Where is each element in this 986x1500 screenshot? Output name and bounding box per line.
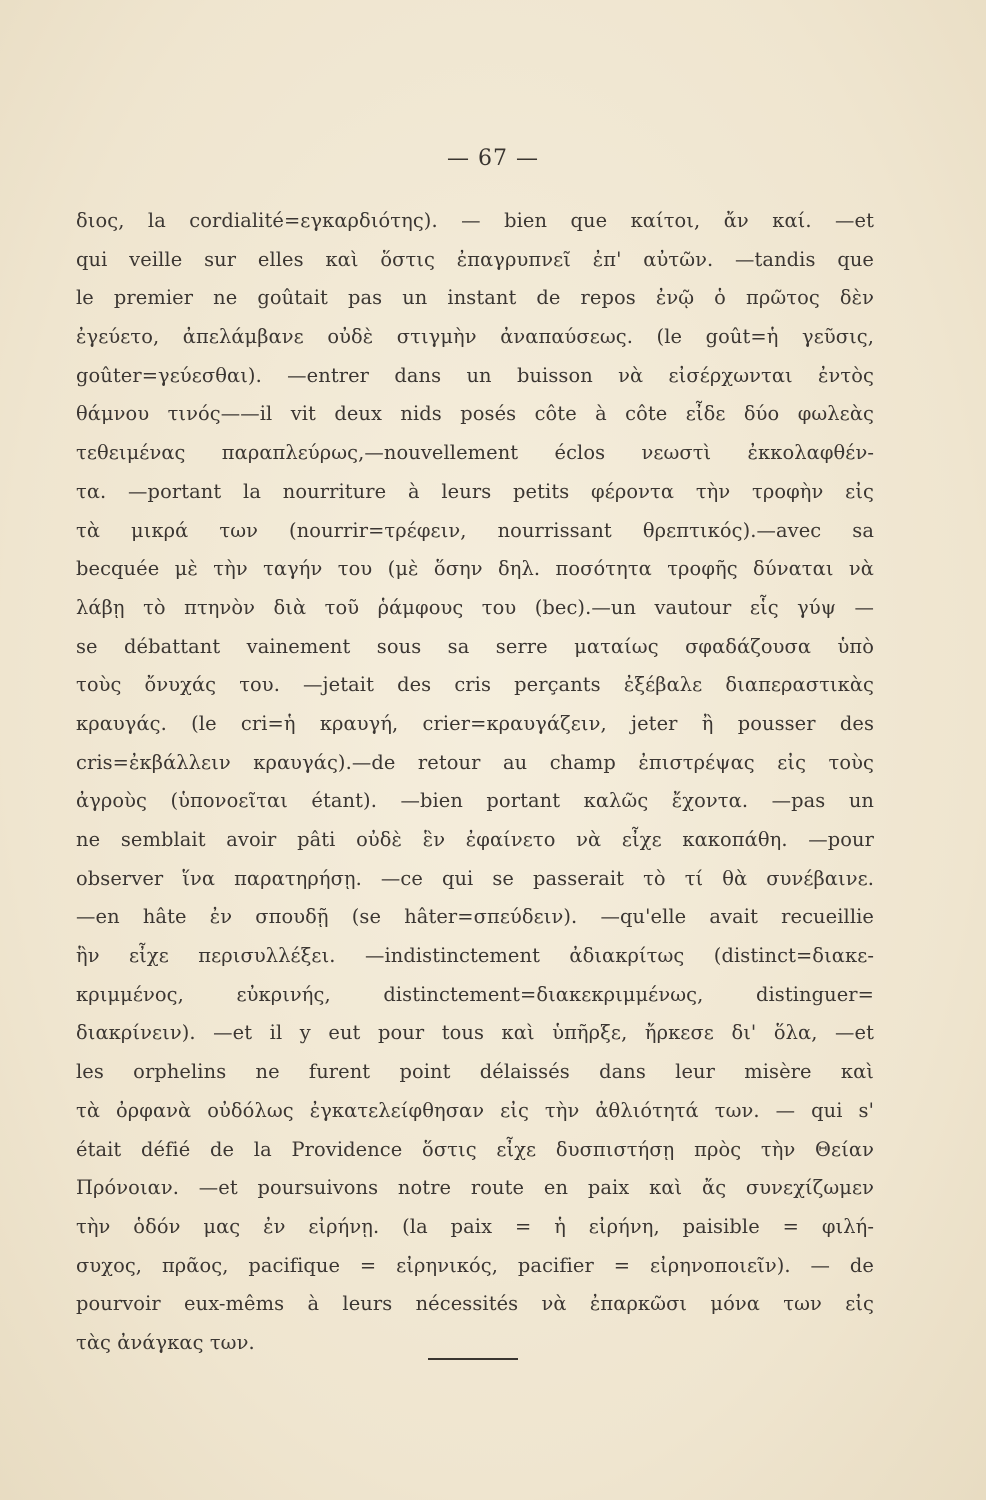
text-line: ἀγροὺς (ὑπονοεῖται étant). —bien portant καλῶς ἔχοντα. —pas un	[76, 789, 874, 813]
text-line: τοὺς ὄνυχάς του. —jetait des cris perçants ἐξέβαλε διαπεραστικὰς	[76, 673, 874, 697]
text-line: ἐγεύετο, ἀπελάμβανε οὐδὲ στιγμὴν ἀναπαύσεως. (le goût=ἡ γεῦσις,	[76, 325, 874, 349]
text-line: le premier ne goûtait pas un instant de repos ἐνῷ ὁ πρῶτος δὲν	[76, 286, 874, 310]
text-line: συχος, πρᾶος, pacifique = εἰρηνικός, pacifier = εἰρηνοποιεῖν). — de	[76, 1253, 874, 1277]
text-line: θάμνου τινός——il vit deux nids posés côte à côte εἶδε δύο φωλεὰς	[76, 402, 874, 426]
text-line: —en hâte ἐν σπουδῇ (se hâter=σπεύδειν). —qu'elle avait recueillie	[76, 905, 874, 929]
text-line: pourvoir eux-mêms à leurs nécessités νὰ ἐπαρκῶσι μόνα των εἰς	[76, 1292, 874, 1316]
text-line: cris=ἐκβάλλειν κραυγάς).—de retour au champ ἐπιστρέψας εἰς τοὺς	[76, 750, 874, 774]
text-line: τὰ μικρά των (nourrir=τρέφειν, nourrissant θρεπτικός).—avec sa	[76, 518, 874, 542]
text-line: ne semblait avoir pâti οὐδὲ ἓν ἐφαίνετο νὰ εἶχε κακοπάθη. —pour	[76, 828, 874, 851]
text-line: τὰ ὀρφανὰ οὐδόλως ἐγκατελείφθησαν εἰς τὴν ἀθλιότητά των. — qui s'	[76, 1098, 874, 1122]
text-line: διος, la cordialité=εγκαρδιότης). — bien que καίτοι, ἄν καί. —et	[76, 209, 874, 232]
text-line: τὰς ἀνάγκας των.	[76, 1330, 255, 1354]
text-line: qui veille sur elles καὶ ὅστις ἐπαγρυπνεῖ ἐπ' αὐτῶν. —tandis que	[76, 247, 874, 271]
text-line: observer ἵνα παρατηρήσῃ. —ce qui se passerait τὸ τί θὰ συνέβαινε.	[76, 866, 874, 890]
text-line: les orphelins ne furent point délaissés dans leur misère καὶ	[76, 1060, 874, 1084]
page-number: — 67 —	[447, 146, 539, 171]
text-line: becquée μὲ τὴν ταγήν του (μὲ ὅσην δηλ. ποσότητα τροφῆς δύναται νὰ	[76, 557, 874, 581]
text-line: διακρίνειν). —et il y eut pour tous καὶ ὑπῆρξε, ἤρκεσε δι' ὅλα, —et	[76, 1021, 874, 1045]
text-line: se débattant vainement sous sa serre ματαίως σφαδάζουσα ὑπὸ	[76, 634, 874, 658]
body-text	[76, 202, 874, 1363]
text-line: ἣν εἶχε περισυλλέξει. —indistinctement ἀδιακρίτως (distinct=διακε-	[76, 944, 874, 968]
text-line: Πρόνοιαν. —et poursuivons notre route en paix καὶ ἄς συνεχίζωμεν	[76, 1176, 874, 1200]
text-line: τὴν ὁδόν μας ἐν εἰρήνῃ. (la paix = ἡ εἰρήνη, paisible = φιλή-	[76, 1214, 874, 1238]
text-line: τεθειμένας παραπλεύρως,—nouvellement éclos νεωστὶ ἐκκολαφθέν-	[76, 441, 874, 465]
text-line: κριμμένος, εὐκρινής, distinctement=διακεκριμμένως, distinguer=	[76, 982, 874, 1006]
text-line: était défié de la Providence ὅστις εἶχε δυσπιστήσῃ πρὸς τὴν Θείαν	[76, 1137, 874, 1161]
text-line: λάβῃ τὸ πτηνὸν διὰ τοῦ ῥάμφους του (bec).—un vautour εἷς γύψ —	[76, 595, 874, 619]
end-rule	[428, 1358, 518, 1360]
text-line: τα. —portant la nourriture à leurs petits φέροντα τὴν τροφὴν εἰς	[76, 479, 874, 503]
text-line: goûter=γεύεσθαι). —entrer dans un buisson νὰ εἰσέρχωνται ἐντὸς	[76, 363, 874, 387]
text-line: κραυγάς. (le cri=ἡ κραυγή, crier=κραυγάζειν, jeter ἢ pousser des	[76, 711, 874, 735]
